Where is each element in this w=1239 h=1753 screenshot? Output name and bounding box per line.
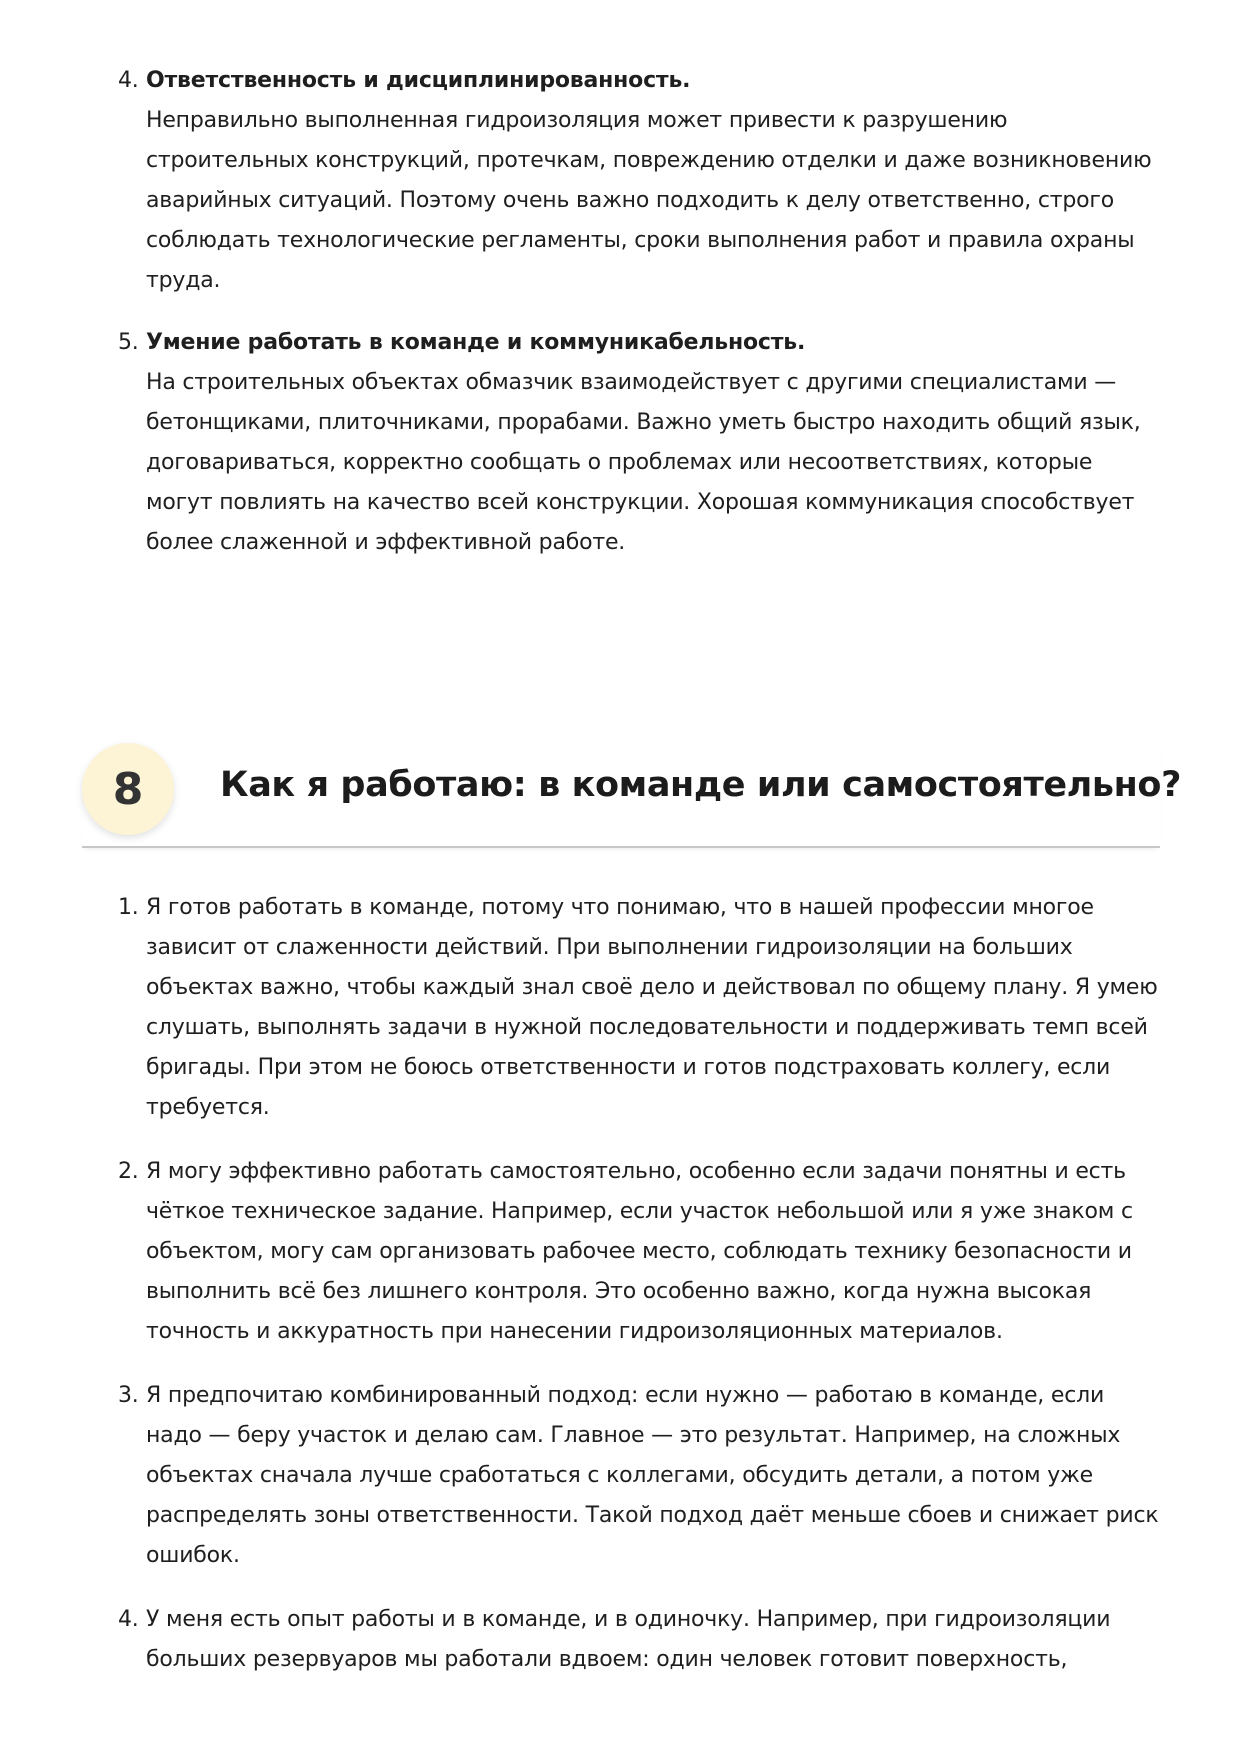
list-item: [118, 1376, 1168, 1576]
list-item-line: У меня есть опыт работы и в команде, и в одиночку. Например, при гидроизоляции: [146, 1607, 1111, 1632]
list-item-line: договариваться, корректно сообщать о проблемах или несоответствиях, которые: [146, 450, 1093, 475]
list-item-line: ошибок.: [146, 1543, 240, 1568]
list-item: [118, 1600, 1168, 1680]
list-item-line: объектом, могу сам организовать рабочее место, соблюдать технику безопасности и: [146, 1239, 1132, 1264]
list-item-line: могут повлиять на качество всей конструкции. Хорошая коммуникация способствует: [146, 490, 1135, 515]
list-item-line: На строительных объектах обмазчик взаимодействует с другими специалистами —: [146, 370, 1117, 395]
list-item: [118, 61, 1168, 301]
list-item-line: Я предпочитаю комбинированный подход: если нужно — работаю в команде, если: [146, 1383, 1105, 1408]
list-item-line: строительных конструкций, протечкам, повреждению отделки и даже возникновению: [146, 148, 1152, 173]
list-item-title: Ответственность и дисциплинированность.: [146, 68, 691, 93]
list-item-number: 5.: [118, 330, 139, 355]
list-item-number: 3.: [118, 1383, 139, 1408]
list-item-number: 1.: [118, 895, 139, 920]
list-item: [118, 323, 1168, 563]
list-item-line: Я готов работать в команде, потому что понимаю, что в нашей профессии многое: [146, 895, 1094, 920]
list-item-number: 4.: [118, 68, 139, 93]
list-item-line: слушать, выполнять задачи в нужной последовательности и поддерживать темп всей: [146, 1015, 1148, 1040]
list-item-number: 2.: [118, 1159, 139, 1184]
list-item-line: соблюдать технологические регламенты, сроки выполнения работ и правила охраны: [146, 228, 1135, 253]
list-item-number: 4.: [118, 1607, 139, 1632]
section-header: [82, 738, 1181, 848]
list-item-line: объектах важно, чтобы каждый знал своё дело и действовал по общему плану. Я умею: [146, 975, 1158, 1000]
list-item-line: бетонщиками, плиточниками, прорабами. Важно уметь быстро находить общий язык,: [146, 410, 1141, 435]
list-item-line: требуется.: [146, 1095, 270, 1120]
list-item-line: точность и аккуратность при нанесении гидроизоляционных материалов.: [146, 1319, 1003, 1344]
list-item-line: более слаженной и эффективной работе.: [146, 530, 626, 555]
list-item-title: Умение работать в команде и коммуникабельность.: [146, 330, 806, 355]
list-item: [118, 888, 1168, 1128]
list-item-line: бригады. При этом не боюсь ответственности и готов подстраховать коллегу, если: [146, 1055, 1111, 1080]
list-item-line: зависит от слаженности действий. При выполнении гидроизоляции на больших: [146, 935, 1073, 960]
list-item-line: надо — беру участок и делаю сам. Главное — это результат. Например, на сложных: [146, 1423, 1121, 1448]
section-number-badge: 8: [82, 743, 174, 835]
work-style-list: [118, 888, 1168, 1680]
list-item-line: труда.: [146, 268, 221, 293]
section-title: Как я работаю: в команде или самостоятельно?: [220, 765, 1181, 805]
list-item-line: распределять зоны ответственности. Такой подход даёт меньше сбоев и снижает риск: [146, 1503, 1159, 1528]
list-item-line: аварийных ситуаций. Поэтому очень важно подходить к делу ответственно, строго: [146, 188, 1115, 213]
list-item-line: больших резервуаров мы работали вдвоем: один человек готовит поверхность,: [146, 1647, 1068, 1672]
list-item-line: Я могу эффективно работать самостоятельно, особенно если задачи понятны и есть: [146, 1159, 1126, 1184]
list-item-line: Неправильно выполненная гидроизоляция может привести к разрушению: [146, 108, 1008, 133]
list-item-line: объектах сначала лучше сработаться с коллегами, обсудить детали, а потом уже: [146, 1463, 1093, 1488]
list-item-line: выполнить всё без лишнего контроля. Это особенно важно, когда нужна высокая: [146, 1279, 1092, 1304]
qualities-list: [118, 61, 1168, 563]
list-item-line: чёткое техническое задание. Например, если участок небольшой или я уже знаком с: [146, 1199, 1133, 1224]
list-item: [118, 1152, 1168, 1352]
